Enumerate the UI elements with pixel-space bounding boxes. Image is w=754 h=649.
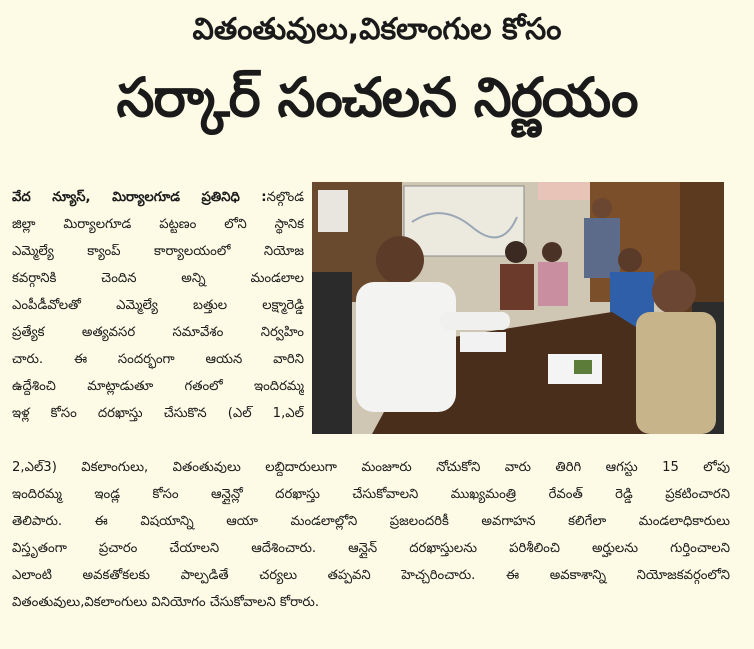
dateline: వేద న్యూస్, మిర్యాలగూడ ప్రతినిధి : [12,190,267,205]
article-line: 2,ఎల్3) వికలాంగులు, వితంతువులు లబ్దిదారులుగా మంజూరు నోచుకోని వారు తిరిగి ఆగస్టు 15 లోపు [12,460,730,475]
article-line: ప్రత్యేక అత్యవసర సమావేశం నిర్వహిం [12,325,304,340]
article-column [12,184,304,427]
article-line: జిల్లా మిర్యాలగూడ పట్టణం లోని స్థానిక [12,217,304,232]
article-line: ఇళ్ల కోసం దరఖాస్తు చేసుకొన (ఎల్ 1,ఎల్ [12,406,304,421]
article-line: ఇందిరమ్మ ఇండ్ల కోసం ఆన్లైన్లో దరఖాస్తు చేసుకోవాలని ముఖ్యమంత్రి రేవంత్ రెడ్డి ప్రకటించారని [12,487,730,502]
article-line: తెలిపారు. ఈ విషయాన్ని ఆయా మండలాల్లోని ప్రజలందరికీ అవగాహన కలిగేలా మండలాధికారులు [12,514,730,529]
article-line: వితంతువులు,వికలాంగులు వినియోగం చేసుకోవాలని కోరారు. [12,595,320,610]
article-line-text: నల్గొండ [266,190,304,205]
kicker-heading: వితంతువులు,వికలాంగుల కోసం [192,12,562,47]
article-line: ఎమ్మెల్యే క్యాంప్ కార్యాలయంలో నియోజ [12,244,304,259]
meeting-photo [312,182,724,434]
article-line: ఎంపీడీవోలతో ఎమ్మెల్యే బత్తుల లక్ష్మారెడ్డి [12,298,304,313]
article-body [12,454,730,616]
article-line [12,184,304,211]
article-line: ఉద్దేశించి మాట్లాడుతూ గతంలో ఇందిరమ్మ [12,379,304,394]
article-line: చారు. ఈ సందర్భంగా ఆయన వారిని [12,352,304,367]
article-line: కవర్గానికి చెందిన అన్ని మండలాల [12,271,304,286]
headline: సర్కార్ సంచలన నిర్ణయం [116,66,638,129]
article-line: ఎలాంటి అవకతోకలకు పాల్పడితే చర్యలు తప్పవని హెచ్చరించారు. ఈ అవకాశాన్ని నియోజకవర్గంలోని [12,568,730,583]
article-line: విస్తృతంగా ప్రచారం చేయాలని ఆదేశించారు. ఆన్లైన్ దరఖాస్తులను పరిశీలించి అర్హులను గుర్తించాలని [12,541,730,556]
